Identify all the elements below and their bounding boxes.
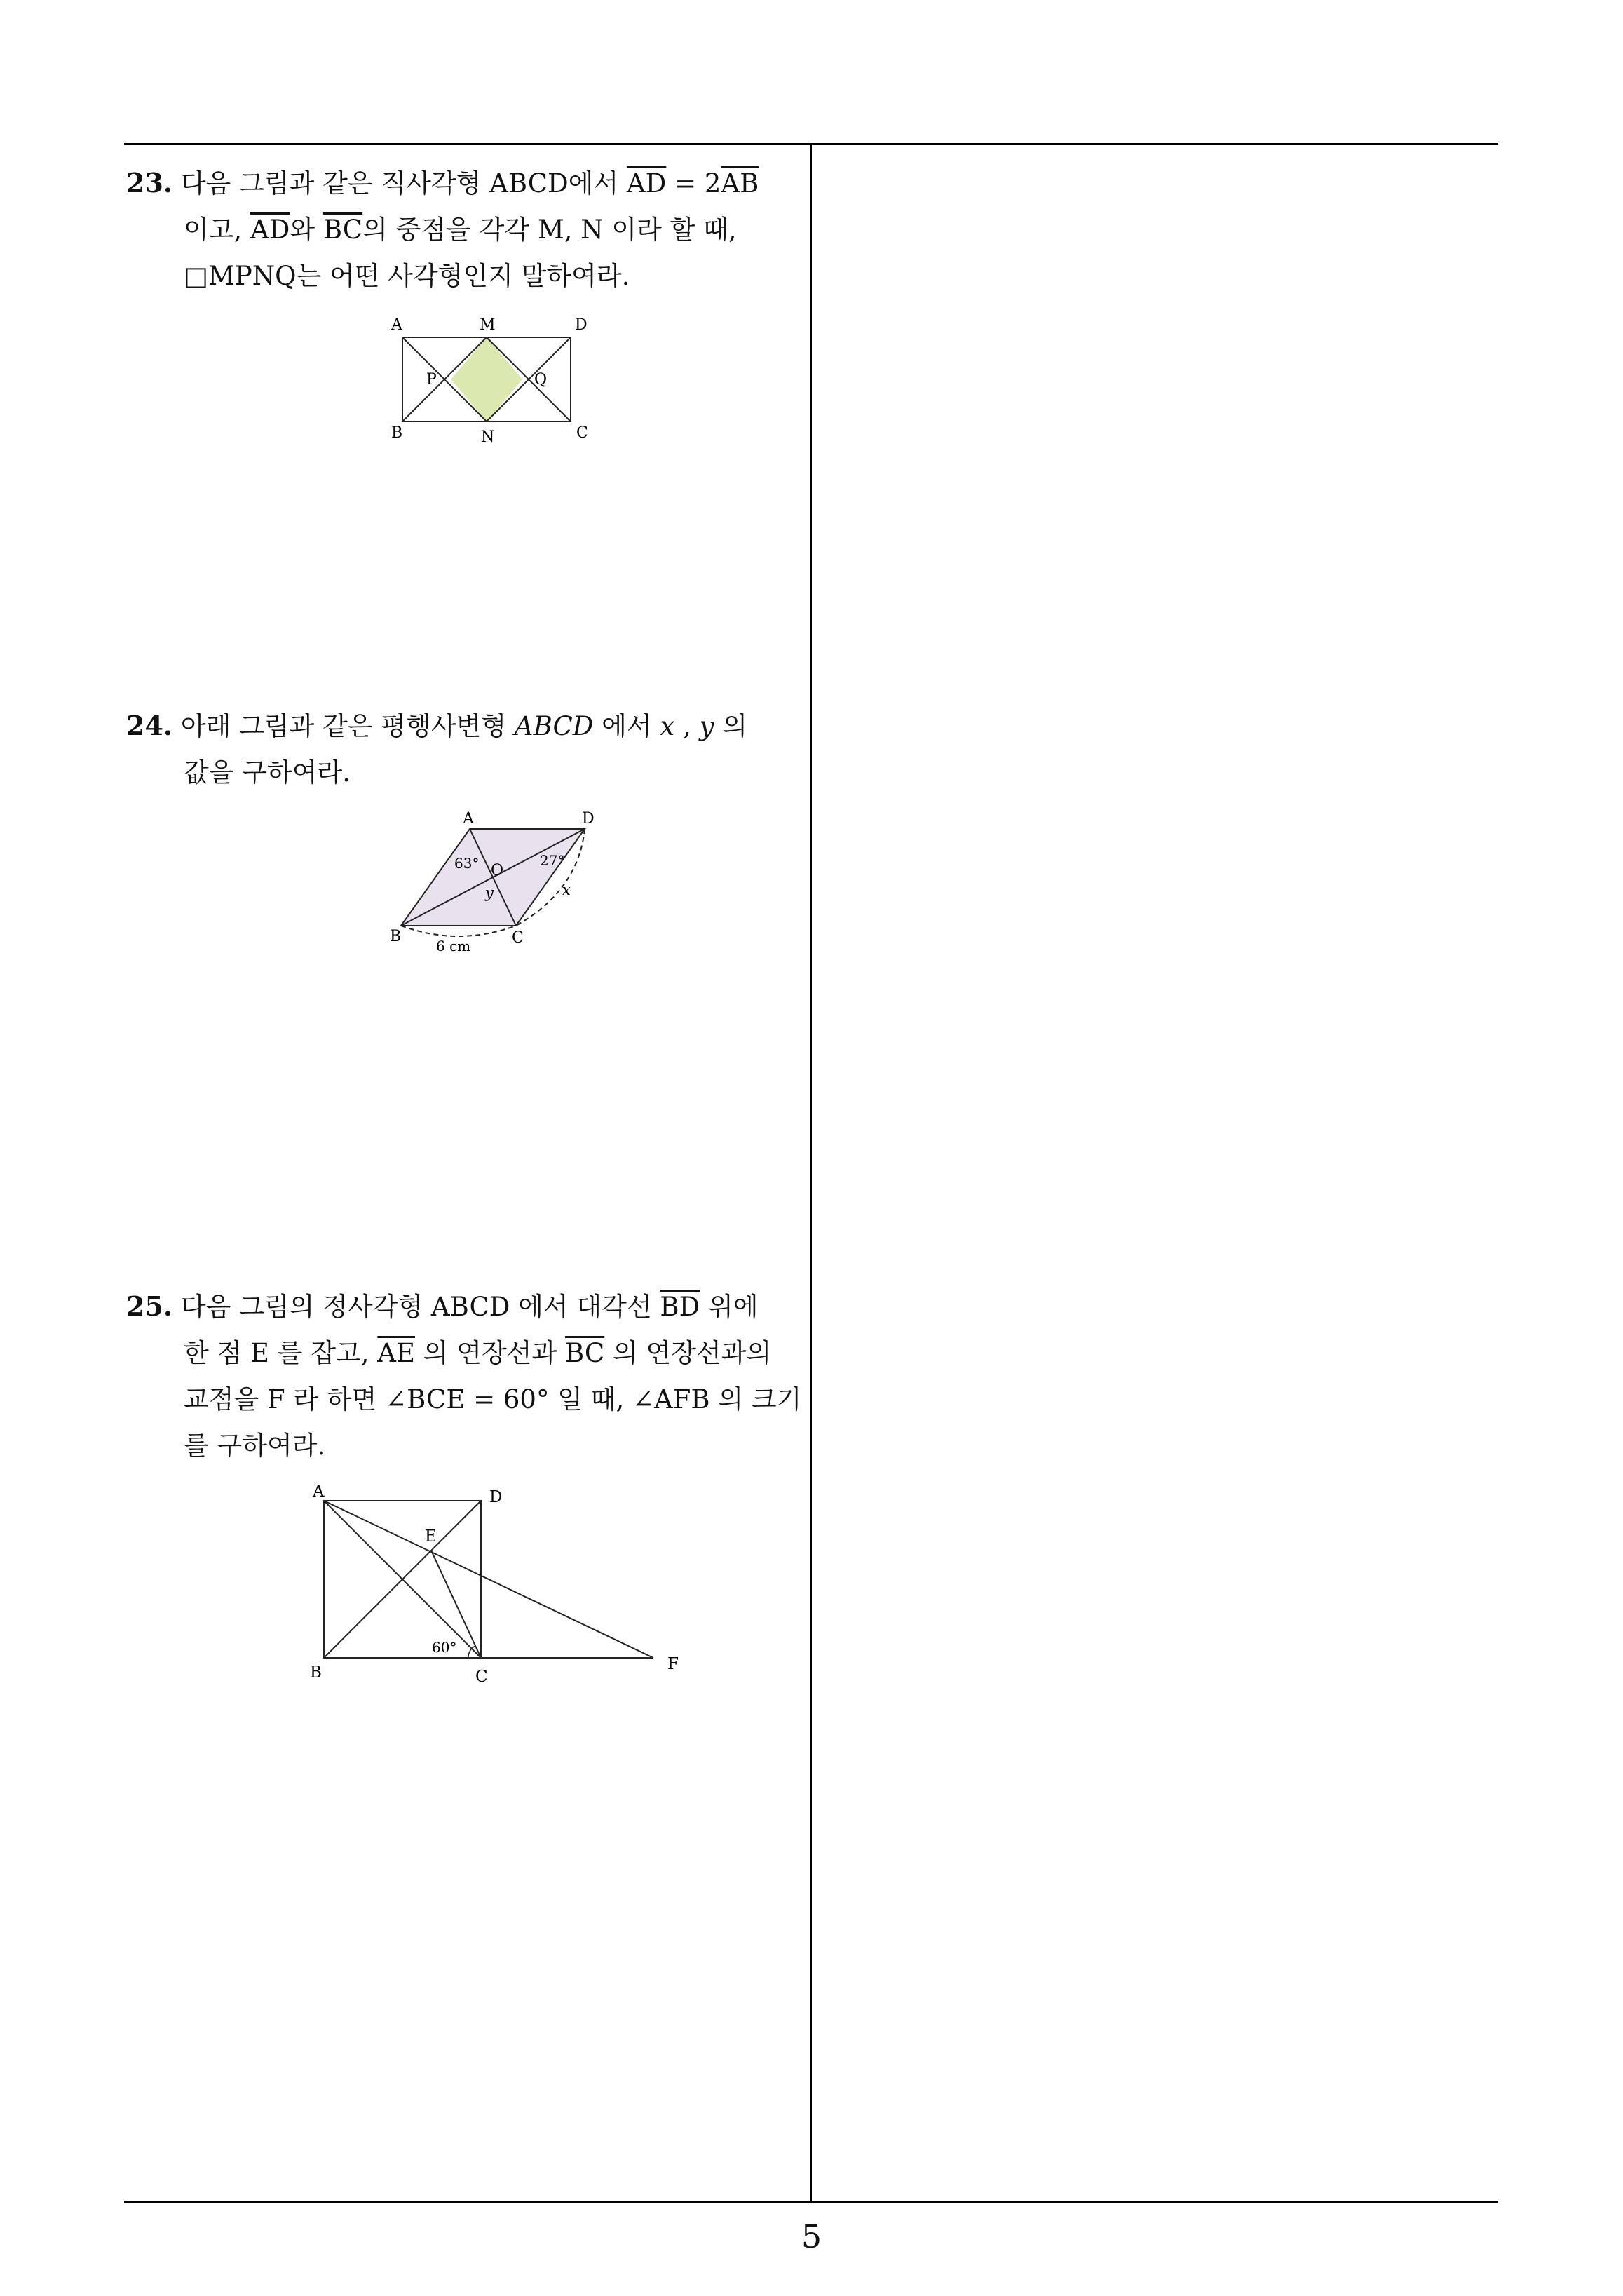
label-q: Q — [534, 371, 548, 389]
label-n: N — [481, 428, 495, 446]
problem-24-figure — [379, 806, 617, 961]
label-a: A — [463, 810, 474, 828]
label-a: A — [391, 316, 402, 334]
problem-25-figure — [294, 1480, 715, 1690]
problem-number: 23. — [126, 167, 173, 198]
label-m: M — [480, 316, 496, 334]
label-x: x — [562, 882, 571, 898]
arc-side — [401, 926, 516, 936]
label-c: C — [576, 424, 588, 442]
segment-af — [324, 1501, 653, 1658]
label-d: D — [575, 316, 588, 334]
problem-23-line-2: 이고, $\overline{AD}$와 $\overline{BC}$의 중점을 각각 M, N 이라 할 때, — [184, 215, 737, 245]
label-6cm: 6 cm — [436, 938, 471, 954]
problem-number: 24. — [126, 710, 173, 741]
label-d: D — [582, 810, 595, 828]
angle-63: 63° — [454, 855, 480, 872]
label-b: B — [390, 928, 402, 945]
label-p: P — [426, 371, 437, 389]
label-e: E — [425, 1527, 437, 1546]
label-f: F — [667, 1655, 679, 1673]
problem-25 — [126, 1283, 802, 1469]
problem-25-line-4: 를 구하여라. — [184, 1431, 326, 1461]
label-y: y — [485, 884, 494, 901]
problem-23-line-1: 23. 다음 그림과 같은 직사각형 ABCD에서 $\overline{AD} = 2\overline{AB}$ — [126, 167, 759, 198]
problem-24 — [126, 703, 799, 796]
label-a: A — [313, 1483, 325, 1501]
problem-25-line-2: 한 점 E 를 잡고, $\overline{AE}$ 의 연장선과 $\overline{BC}$ 의 연장선과의 — [184, 1338, 772, 1368]
page-number: 5 — [801, 2217, 822, 2255]
label-o: O — [491, 862, 504, 879]
label-b: B — [310, 1663, 322, 1682]
bottom-rule — [124, 2201, 1498, 2203]
problem-25-line-1: 25. 다음 그림의 정사각형 ABCD 에서 대각선 $\overline{BD}$ 위에 — [126, 1290, 759, 1322]
angle-27: 27° — [540, 852, 565, 869]
problem-23-line-3: □MPNQ는 어떤 사각형인지 말하여라. — [184, 261, 630, 291]
label-d: D — [489, 1488, 503, 1506]
problem-23 — [126, 160, 799, 299]
problem-24-line-1: 24. 아래 그림과 같은 평행사변형 ABCD 에서 x , y 의 — [126, 710, 748, 741]
angle-60: 60° — [432, 1639, 457, 1656]
label-c: C — [475, 1668, 488, 1686]
problem-number: 25. — [126, 1290, 173, 1322]
column-divider — [810, 144, 812, 2201]
label-c: C — [512, 929, 524, 947]
problem-23-figure — [379, 309, 603, 449]
label-b: B — [391, 424, 403, 442]
problem-25-line-3: 교점을 F 라 하면 ∠BCE = 60° 일 때, ∠AFB 의 크기 — [184, 1384, 802, 1414]
problem-24-line-2: 값을 구하여라. — [184, 757, 351, 788]
mpnq-fill — [451, 337, 522, 421]
